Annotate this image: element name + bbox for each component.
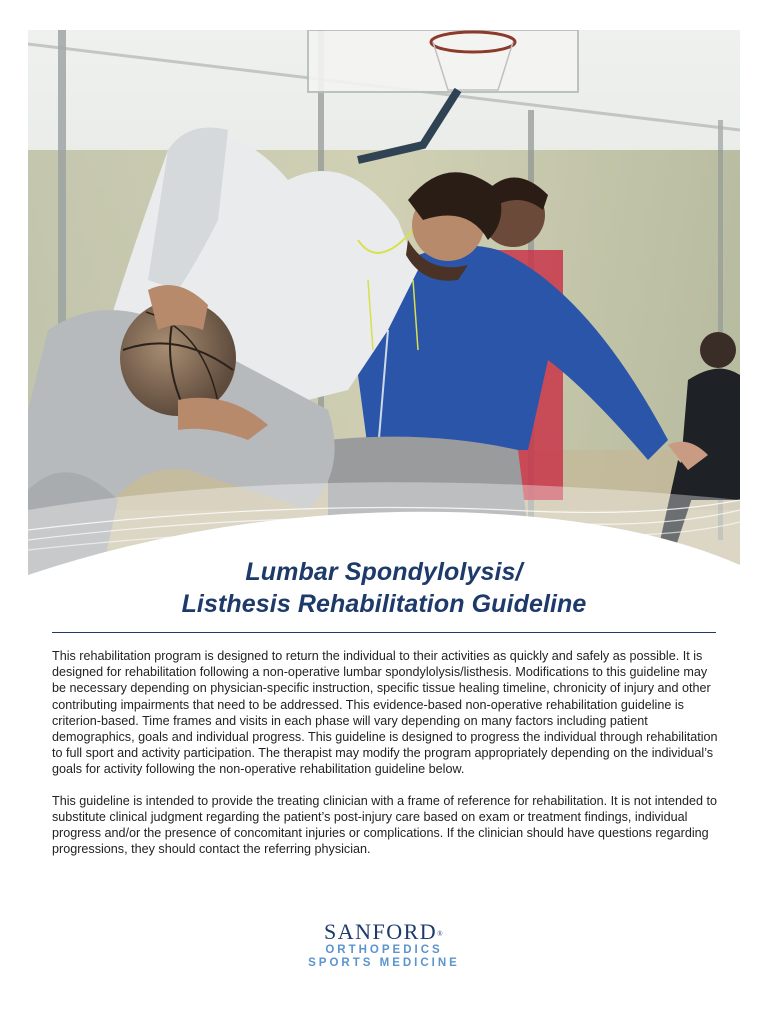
title-divider (52, 632, 716, 633)
disclaimer-paragraph: This guideline is intended to provide the treating clinician with a frame of reference for rehabilitation. It is not intended to substitute clinical judgment regarding the patient’s post-injury care based on exam or treatment findings, individual progress and/or the presence of concomitant injuries or complications. If the clinician should have questions regarding progressions, they should contact the referring physician. (52, 793, 718, 857)
page-title (0, 556, 768, 620)
sanford-logo (284, 920, 484, 970)
intro-paragraph: This rehabilitation program is designed to return the individual to their activities as quickly and safely as possible. It is designed for rehabilitation following a non-operative lumbar spondylolysis/listhesis. Modifications to this guideline may be necessary depending on physician-specific instruction, specific tissue healing timeline, chronicity of injury and other contributing impairments that need to be addressed. This evidence-based non-operative rehabilitation guideline is criterion-based. Time frames and visits in each phase will vary depending on many factors including patient demographics, goals and individual progress. This guideline is designed to progress the individual through rehabilitation to full sport and activity participation. The therapist may modify the program appropriately depending on the individual’s goals for activity following the non-operative rehabilitation guideline below. (52, 649, 718, 777)
body-text (52, 648, 718, 872)
title-line-2: Listhesis Rehabilitation Guideline (181, 590, 587, 618)
logo-brand (284, 920, 484, 944)
registered-mark-icon: ® (437, 930, 445, 938)
title-line-1: Lumbar Spondylolysis/ (245, 558, 523, 586)
logo-line-1: ORTHOPEDICS (325, 944, 443, 956)
basketball-players-illustration (28, 30, 740, 590)
logo-line-2: SPORTS MEDICINE (308, 957, 460, 969)
hero-photo (28, 30, 740, 590)
logo-brand-text: SANFORD (323, 919, 438, 944)
